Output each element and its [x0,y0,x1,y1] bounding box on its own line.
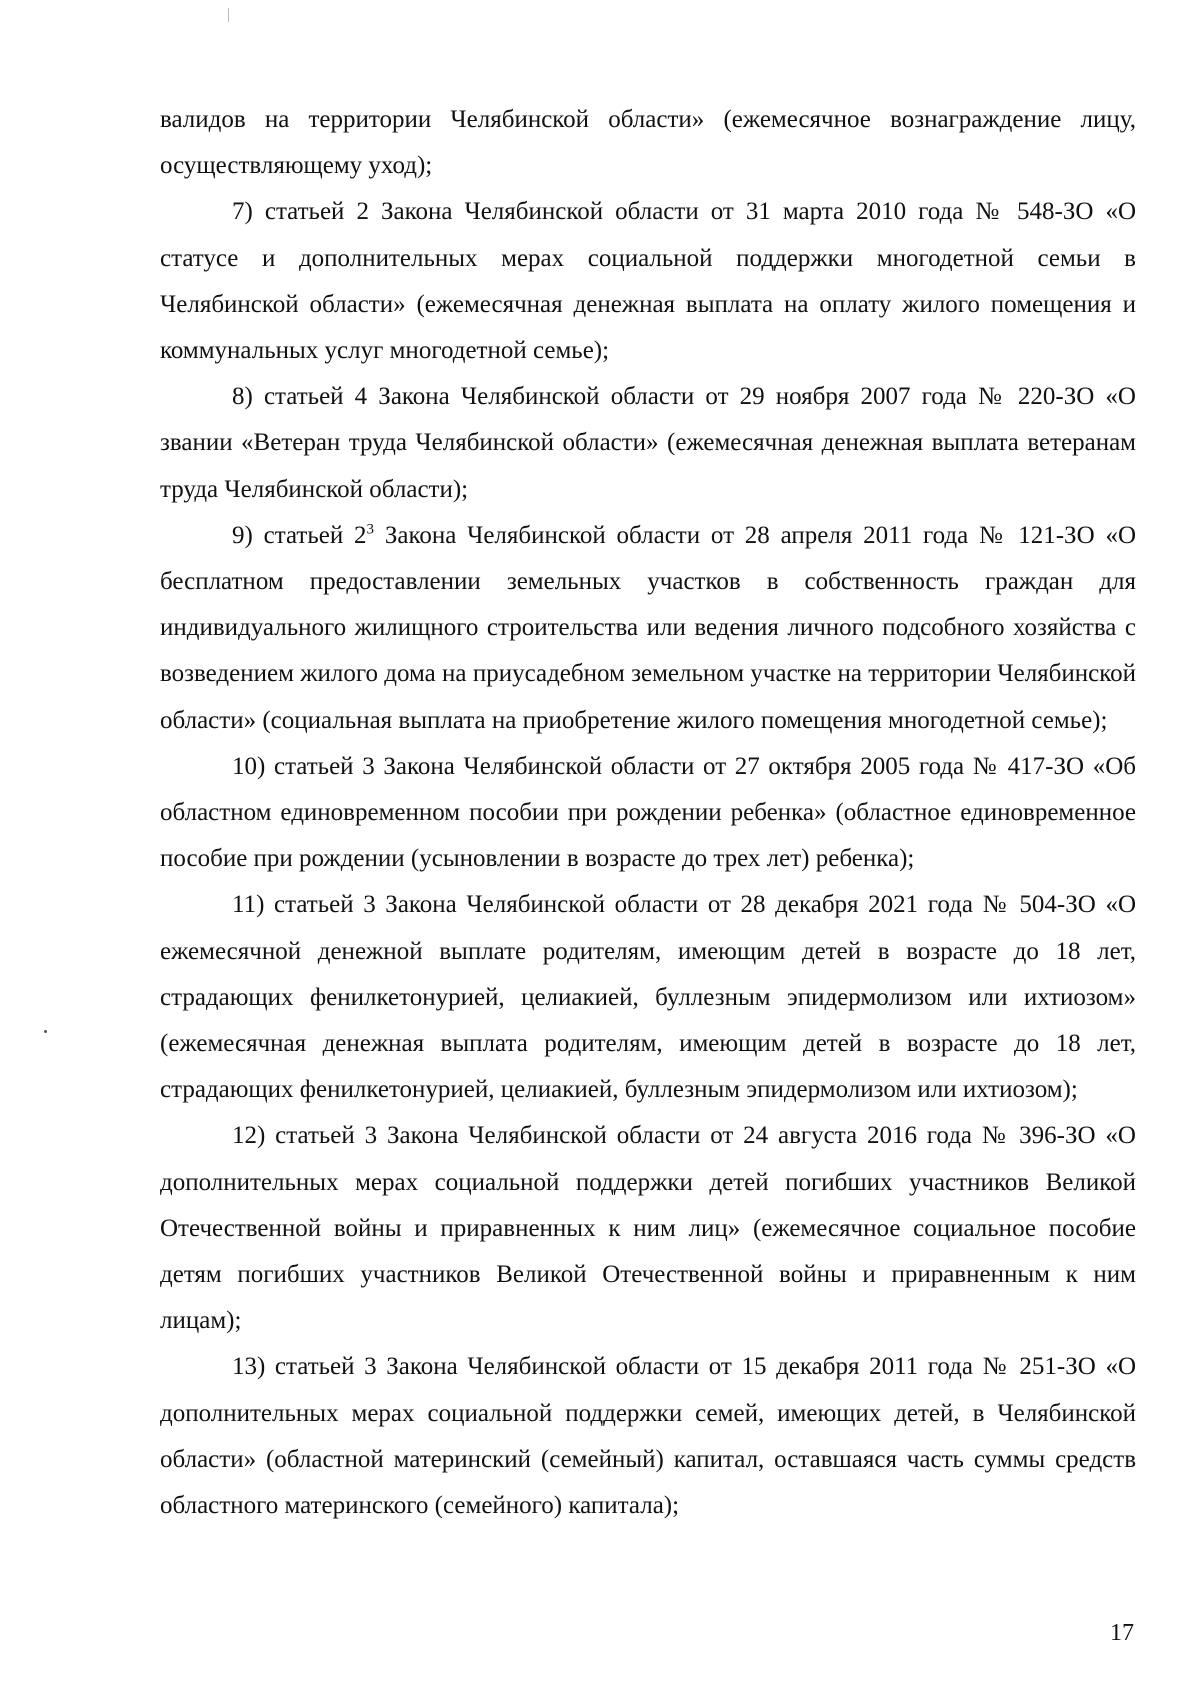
paragraph-item-13: 13) статьей 3 Закона Челябинской области от 15 декабря 2011 года № 251-ЗО «О дополнительных мерах социальной поддержки семей, имеющих детей, в Челябинской области» (областной материнский (семейный) капитал, оставшаяся часть суммы средств областного материнского (семейного) капитала); [160,1353,1136,1520]
paragraph-item-12: 12) статьей 3 Закона Челябинской области от 24 августа 2016 года № 396-ЗО «О дополнительных мерах социальной поддержки детей погибших участников Великой Отечественной войны и приравненных к ним лиц» (ежемесячное социальное пособие детям погибших участников Великой Отечественной войны и приравненным к ним лицам); [160,1122,1136,1335]
paragraph-item-7: 7) статьей 2 Закона Челябинской области от 31 марта 2010 года № 548-ЗО «О статусе и дополнительных мерах социальной поддержки многодетной семьи в Челябинской области» (ежемесячная денежная выплата на оплату жилого помещения и коммунальных услуг многодетной семье); [160,198,1136,365]
paragraph-item-9-start: 9) статьей 2 [232,521,367,549]
paragraph-item-10: 10) статьей 3 Закона Челябинской области от 27 октября 2005 года № 417-ЗО «Об областном единовременном пособии при рождении ребенка» (областное единовременное пособие при рождении (усыновлении в возрасте до трех лет) ребенка); [160,752,1136,873]
scan-artifact-dot [44,1030,47,1033]
paragraph-continuation: валидов на территории Челябинской области» (ежемесячное вознаграждение лицу, осуществляющему уход); [160,106,1136,180]
paragraph-item-9-rest: Закона Челябинской области от 28 апреля 2011 года № 121-ЗО «О бесплатном предоставлении земельных участков в собственность граждан для индивидуального жилищного строительства или ведения личного подсобного хозяйства с возведением жилого дома на приусадебном земельном участке на территории Челябинской области» (социальная выплата на приобретение жилого помещения многодетной семье); [160,521,1136,734]
superscript-index: 3 [366,521,375,538]
document-body [160,97,1136,1529]
paragraph-item-8: 8) статьей 4 Закона Челябинской области от 29 ноября 2007 года № 220-ЗО «О звании «Ветеран труда Челябинской области» (ежемесячная денежная выплата ветеранам труда Челябинской области); [160,383,1136,503]
scan-artifact-mark [228,8,229,22]
paragraph-item-11: 11) статьей 3 Закона Челябинской области от 28 декабря 2021 года № 504-ЗО «О ежемесячной денежной выплате родителям, имеющим детей в возрасте до 18 лет, страдающих фенилкетонурией, целиакией, буллезным эпидермолизом или ихтиозом» (ежемесячная денежная выплата родителям, имеющим детей в возрасте до 18 лет, страдающих фенилкетонурией, целиакией, буллезным эпидермолизом или ихтиозом); [160,891,1136,1104]
page-number: 17 [1110,1620,1134,1646]
paragraph-item-9 [160,513,1136,744]
